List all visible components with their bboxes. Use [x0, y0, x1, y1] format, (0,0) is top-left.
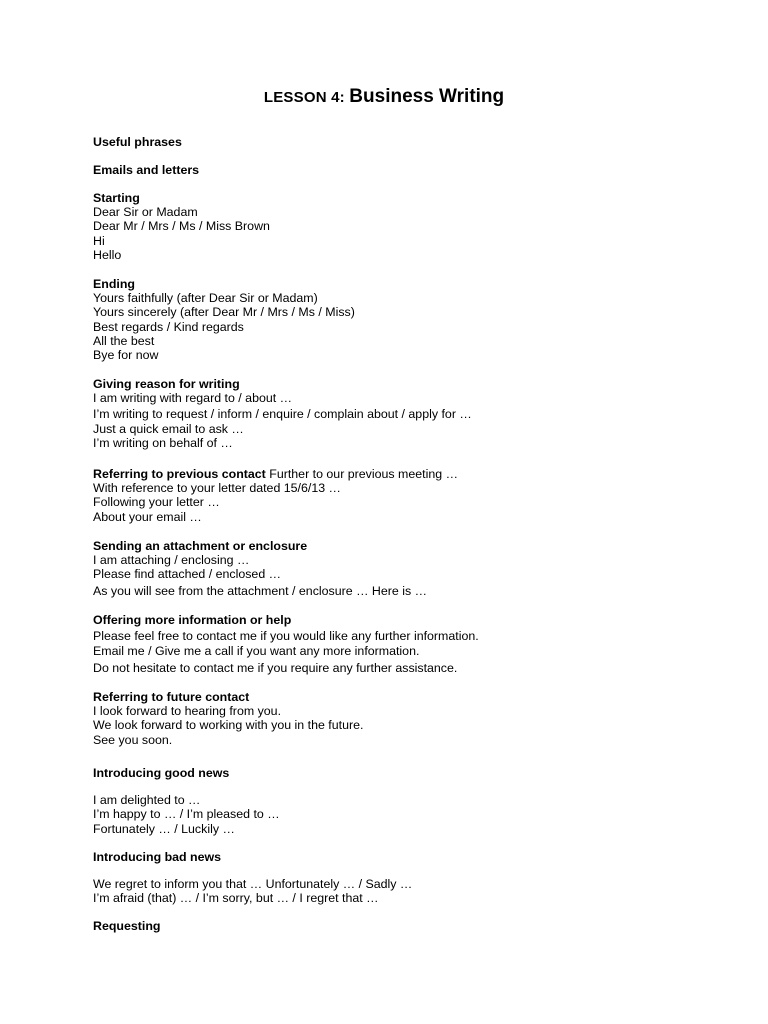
- section-heading: Introducing good news: [93, 766, 230, 780]
- phrase-line: Just a quick email to ask …: [93, 421, 244, 436]
- phrase-line: About your email …: [93, 509, 202, 524]
- phrase-line: I look forward to hearing from you.: [93, 704, 282, 719]
- phrase-line: I’m writing to request / inform / enquire / complain about / apply for …: [93, 407, 472, 422]
- section-heading: Offering more information or help: [93, 613, 292, 627]
- section-offering-help: [93, 613, 713, 675]
- phrase-line: I am writing with regard to / about …: [93, 391, 293, 406]
- phrase-line: Dear Sir or Madam: [93, 205, 198, 220]
- section-attachment: [93, 539, 713, 598]
- phrase-line: Please feel free to contact me if you would like any further information.: [93, 629, 479, 644]
- section-previous-contact: [93, 467, 713, 524]
- phrase-line: I am delighted to …: [93, 793, 201, 808]
- phrase-line: Hi: [93, 233, 105, 248]
- phrase-line: Hello: [93, 247, 122, 262]
- phrase-line: I’m happy to … / I’m pleased to …: [93, 807, 280, 822]
- emails-letters-heading: Emails and letters: [93, 163, 200, 177]
- emails-letters-heading-block: [93, 163, 713, 177]
- phrase-line: With reference to your letter dated 15/6/13 …: [93, 481, 341, 496]
- section-heading: Ending: [93, 277, 135, 291]
- section-giving-reason: [93, 377, 713, 450]
- phrase-line: See you soon.: [93, 732, 173, 747]
- phrase-line: I’m writing on behalf of …: [93, 435, 233, 450]
- section-starting: [93, 191, 713, 262]
- phrase-line: Yours faithfully (after Dear Sir or Madam): [93, 291, 318, 306]
- phrase-line: As you will see from the attachment / enclosure … Here is …: [93, 583, 427, 598]
- phrase-line: All the best: [93, 333, 155, 348]
- section-heading: Requesting: [93, 919, 161, 933]
- section-future-contact: [93, 690, 713, 747]
- phrase-line: Do not hesitate to contact me if you require any further assistance.: [93, 660, 458, 675]
- title-main: Business Writing: [349, 86, 505, 107]
- phrase-line: Yours sincerely (after Dear Mr / Mrs / Ms / Miss): [93, 305, 355, 320]
- phrase-line: I am attaching / enclosing …: [93, 553, 250, 568]
- phrase-line: We regret to inform you that … Unfortunately … / Sadly …: [93, 877, 413, 892]
- useful-phrases-heading: Useful phrases: [93, 135, 182, 149]
- phrase-line: Email me / Give me a call if you want any more information.: [93, 644, 420, 659]
- page-title: [0, 86, 768, 108]
- phrase-line: We look forward to working with you in the future.: [93, 718, 364, 733]
- section-ending: [93, 277, 713, 362]
- section-heading: Referring to future contact: [93, 690, 250, 704]
- section-requesting: [93, 919, 713, 933]
- phrase-line: Following your letter …: [93, 495, 220, 510]
- phrase-line: Best regards / Kind regards: [93, 319, 244, 334]
- phrase-line: Fortunately … / Luckily …: [93, 821, 235, 836]
- section-bad-news: [93, 850, 713, 906]
- section-heading: Sending an attachment or enclosure: [93, 539, 308, 553]
- phrase-line: Please find attached / enclosed …: [93, 567, 282, 582]
- section-good-news: [93, 766, 713, 836]
- phrase-line: Bye for now: [93, 348, 159, 363]
- title-prefix: LESSON 4:: [263, 89, 345, 106]
- section-heading: Starting: [93, 191, 140, 205]
- useful-phrases-heading-block: [93, 135, 713, 149]
- phrase-inline: Further to our previous meeting …: [269, 467, 458, 481]
- section-heading: Introducing bad news: [93, 850, 222, 864]
- phrase-line: I’m afraid (that) … / I’m sorry, but … / I regret that …: [93, 891, 379, 906]
- section-heading: Giving reason for writing: [93, 377, 240, 391]
- phrase-line: Dear Mr / Mrs / Ms / Miss Brown: [93, 219, 270, 234]
- section-heading: Referring to previous contact: [93, 467, 266, 481]
